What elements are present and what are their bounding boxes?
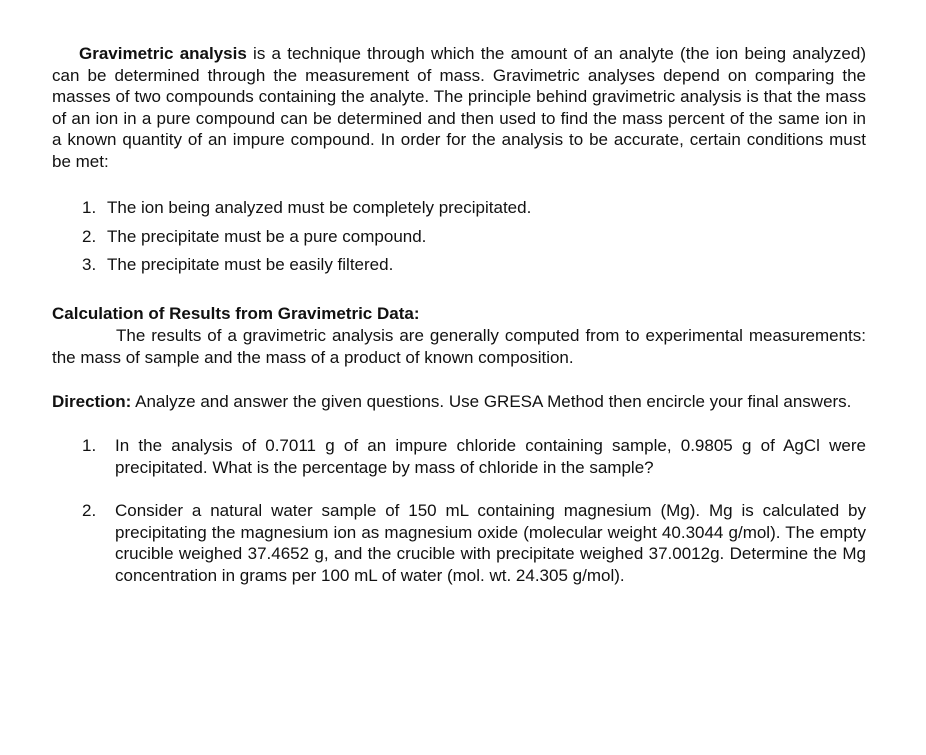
- question-number: 2.: [82, 501, 97, 520]
- list-item-text: The precipitate must be easily filtered.: [107, 255, 394, 274]
- questions-list: [52, 435, 866, 608]
- list-item: [52, 253, 866, 282]
- direction-paragraph: [52, 391, 866, 413]
- question-text: In the analysis of 0.7011 g of an impure chloride containing sample, 0.9805 g of AgCl were precipitated. What is the percentage by mass of chloride in the sample?: [115, 436, 866, 477]
- document-page: [52, 0, 866, 755]
- list-number: 1.: [82, 198, 97, 217]
- list-item: [52, 225, 866, 254]
- direction-text: Analyze and answer the given questions. Use GRESA Method then encircle your final answers.: [131, 392, 852, 411]
- calculation-paragraph: The results of a gravimetric analysis are generally computed from to experimental measurements: the mass of sample and the mass of a product of known composition.: [52, 326, 866, 367]
- list-number: 3.: [82, 255, 97, 274]
- question-item: [52, 435, 866, 478]
- list-number: 2.: [82, 226, 97, 246]
- list-item: [52, 196, 866, 225]
- question-item: [52, 500, 866, 586]
- cropped-text-line: [52, 0, 866, 4]
- list-item-text: The ion being analyzed must be completely precipitated.: [107, 198, 532, 217]
- calculation-heading: Calculation of Results from Gravimetric Data:: [52, 304, 420, 323]
- conditions-list: [52, 196, 866, 282]
- question-text: Consider a natural water sample of 150 mL containing magnesium (Mg). Mg is calculated by precipitating the magnesium ion as magnesium oxide (molecular weight 40.3044 g/mol). The empty crucible weighed 37.4652 g, and the crucible with precipitate weighed 37.0012g. Determine the Mg concentration in grams per 100 mL of water (mol. wt. 24.305 g/mol).: [115, 501, 866, 585]
- intro-text: is a technique through which the amount of an analyte (the ion being analyzed) can be determined through the measurement of mass. Gravimetric analyses depend on comparing the masses of two compounds containing the analyte. The principle behind gravimetric analysis is that the mass of an ion in a pure compound can be determined and then used to find the mass percent of the same ion in a known quantity of an impure compound. In order for the analysis to be accurate, certain conditions must be met:: [52, 44, 866, 171]
- list-item-text: The precipitate must be a pure compound.: [107, 226, 427, 246]
- direction-label: Direction:: [52, 392, 132, 411]
- question-number: 1.: [82, 436, 97, 455]
- intro-paragraph: [52, 43, 866, 172]
- intro-term: Gravimetric analysis: [79, 44, 247, 63]
